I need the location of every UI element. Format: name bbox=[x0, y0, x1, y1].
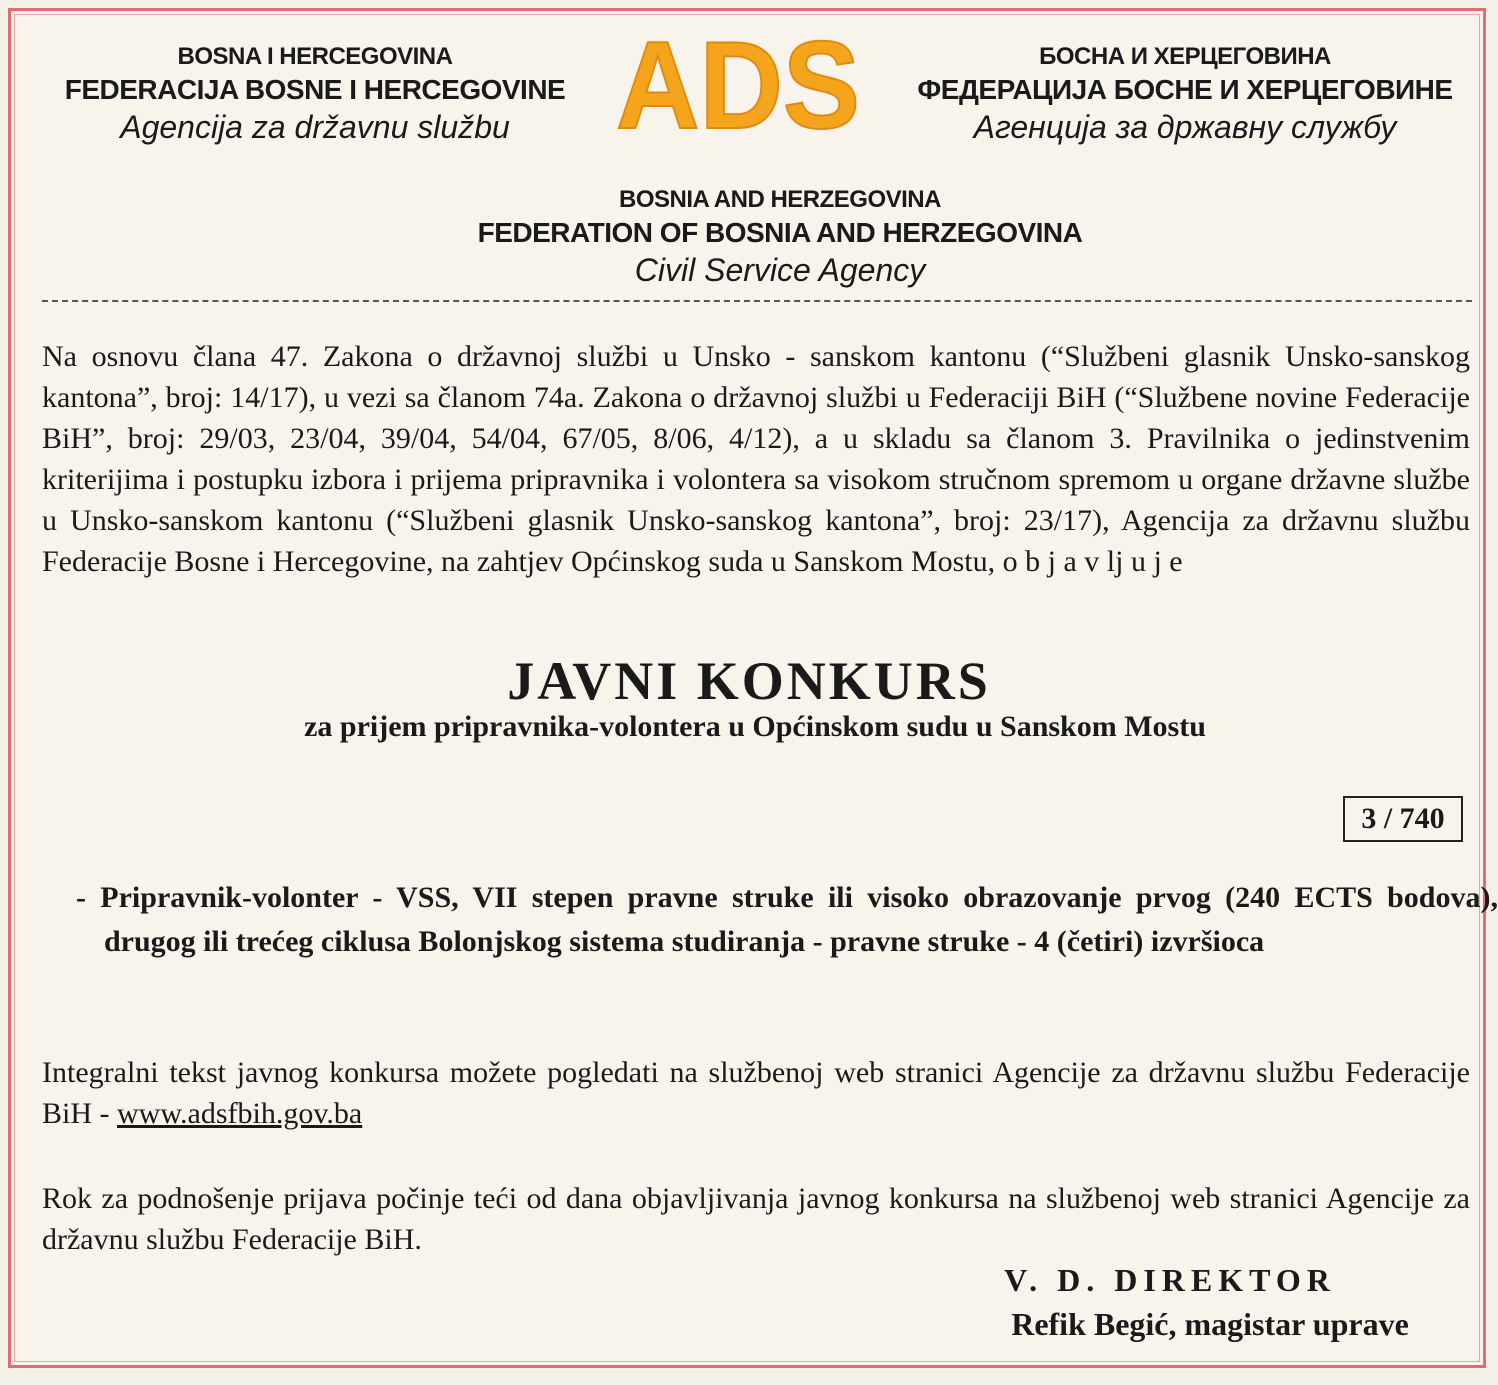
header-center-block bbox=[400, 185, 1160, 290]
header-left-agency: Agencija za državnu službu bbox=[120, 109, 510, 145]
header-left-country: BOSNA I HERCEGOVINA bbox=[177, 43, 453, 70]
ads-logo bbox=[612, 28, 864, 140]
header-right-agency: Агенција за државну службу bbox=[973, 109, 1397, 145]
website-link[interactable]: www.adsfbih.gov.ba bbox=[117, 1097, 363, 1130]
header-right-country: БОСНА И ХЕРЦЕГОВИНА bbox=[1039, 43, 1331, 70]
announcement-title: JAVNI KONKURS bbox=[507, 651, 991, 711]
header-right-block bbox=[890, 42, 1480, 147]
header-divider bbox=[42, 300, 1472, 302]
integral-text: Integralni tekst javnog konkursa možete pogledati na službenoj web stranici Agencije za državnu službu Federacije BiH - bbox=[42, 1056, 1470, 1130]
intro-paragraph bbox=[42, 336, 1470, 582]
ads-logo-text: ADS bbox=[616, 28, 860, 140]
reference-number: 3 / 740 bbox=[1343, 796, 1463, 842]
intro-verb: o b j a v lj u j e bbox=[1002, 545, 1183, 578]
signature-title: V. D. DIREKTOR bbox=[1004, 1262, 1336, 1298]
position-item: - Pripravnik-volonter - VSS, VII stepen pravne struke ili visoko obrazovanje prvog (240 ECTS bodova), drugog ili trećeg ciklusa Bolonjskog sistema studiranja - pravne struke - 4 (četiri) izvršioca bbox=[76, 881, 1498, 958]
announcement-subtitle: za prijem pripravnika-volontera u Općinskom sudu u Sanskom Mostu bbox=[304, 710, 1206, 743]
intro-text: Na osnovu člana 47. Zakona o državnoj službi u Unsko - sanskom kantonu (“Službeni glasnik Unsko-sanskog kantona”, broj: 14/17), u vezi sa članom 74a. Zakona o državnoj službi u Federaciji BiH (“Službene novine Federacije BiH”, broj: 29/03, 23/04, 39/04, 54/04, 67/05, 8/06, 4/12), a u skladu sa članom 3. Pravilnika o jedinstvenim kriterijima i postupku izbora i prijema pripravnika i volontera sa visokom stručnom spremom u organe državne službe u Unsko-sanskom kantonu (“Službeni glasnik Unsko-sanskog kantona”, broj: 23/17), Agencija za državnu službu Federacije Bosne i Hercegovine, na zahtjev Općinskog suda u Sanskom Mostu, bbox=[42, 340, 1470, 578]
header-right-federation: ФЕДЕРАЦИЈА БОСНЕ И ХЕРЦЕГОВИНЕ bbox=[917, 74, 1453, 105]
deadline-paragraph: Rok za podnošenje prijava počinje teći od dana objavljivanja javnog konkursa na službenoj web stranici Agencije za državnu službu Federacije BiH. bbox=[42, 1182, 1470, 1256]
signature-name: Refik Begić, magistar uprave bbox=[1011, 1306, 1409, 1342]
header-left-block bbox=[35, 42, 595, 147]
integral-text-paragraph bbox=[42, 1052, 1470, 1134]
header-center-country: BOSNIA AND HERZEGOVINA bbox=[619, 186, 941, 213]
header-center-federation: FEDERATION OF BOSNIA AND HERZEGOVINA bbox=[477, 217, 1083, 248]
header-left-federation: FEDERACIJA BOSNE I HERCEGOVINE bbox=[64, 74, 566, 105]
header-center-agency: Civil Service Agency bbox=[634, 252, 926, 288]
